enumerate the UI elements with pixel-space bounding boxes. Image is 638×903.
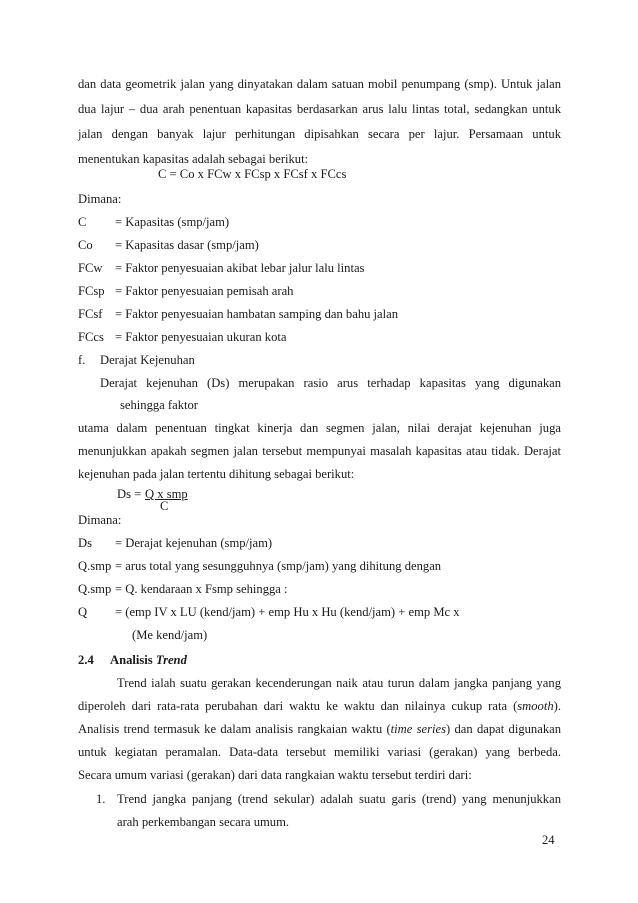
dimana-label: Dimana: [78,513,122,527]
paragraph-line: kejenuhan pada jalan tertentu dihitung sebagai berikut: [78,467,355,481]
paragraph-line: sehingga faktor [120,398,198,412]
section-title-italic: Trend [155,653,187,667]
text-run-italic: time series [390,722,447,736]
definition-symbol: Ds [78,536,92,550]
list-item-line: Trend jangka panjang (trend sekular) adalah suatu garis (trend) yang menunjukkan [117,792,561,806]
text-run: Analisis trend termasuk ke dalam analisis rangkaian waktu ( [78,722,391,736]
paragraph-line: untuk kegiatan peramalan. Data-data tersebut memiliki variasi (gerakan) yang berbeda. [78,745,561,759]
text-run: diperoleh dari rata-rata perubahan dari waktu ke waktu dan nilainya cukup rata ( [78,699,518,713]
definition-text-continued: (Me kend/jam) [132,628,208,642]
formula-numerator: Q x smp [145,487,188,501]
list-item-line: arah perkembangan secara umum. [117,815,290,829]
paragraph-line: menunjukkan apakah segmen jalan tersebut mempunyai masalah kapasitas atau tidak. Derajat [78,444,561,458]
definition-text: = Faktor penyesuaian hambatan samping dan bahu jalan [115,307,399,321]
text-run-italic: smooth [517,699,554,713]
paragraph-line [78,698,561,714]
list-marker: f. [78,353,86,367]
definition-symbol: FCcs [78,330,104,344]
definition-text: = Kapasitas dasar (smp/jam) [115,238,259,252]
paragraph-line: utama dalam penentuan tingkat kinerja dan segmen jalan, nilai derajat kejenuhan juga [78,421,561,435]
definition-text: = Faktor penyesuaian ukuran kota [115,330,287,344]
paragraph-line: jalan dengan banyak lajur perhitungan dipisahkan secara per lajur. Persamaan untuk [78,127,561,141]
page-number: 24 [542,833,555,847]
definition-text: = Kapasitas (smp/jam) [115,215,230,229]
paragraph-line: dua lajur – dua arah penentuan kapasitas berdasarkan arus lalu lintas total, sedangkan untuk [78,102,561,116]
definition-symbol: Q [78,605,88,619]
list-number: 1. [96,792,106,806]
section-number: 2.4 [78,653,94,667]
dimana-label: Dimana: [78,192,122,206]
section-title [110,652,187,668]
subsection-title: Derajat Kejenuhan [100,353,195,367]
capacity-formula: C = Co x FCw x FCsp x FCsf x FCcs [158,167,347,181]
definition-text: = Faktor penyesuaian akibat lebar jalur lalu lintas [115,261,365,275]
section-title-text: Analisis [110,653,156,667]
paragraph-line: Derajat kejenuhan (Ds) merupakan rasio arus terhadap kapasitas yang digunakan [100,376,561,390]
definition-text: = Derajat kejenuhan (smp/jam) [115,536,273,550]
paragraph-line: Trend ialah suatu gerakan kecenderungan naik atau turun dalam jangka panjang yang [117,676,561,690]
definition-text: = Faktor penyesuaian pemisah arah [115,284,294,298]
definition-text: = Q. kendaraan x Fsmp sehingga : [115,582,288,596]
definition-symbol: Q.smp [78,559,112,573]
text-run: ). [553,699,561,713]
definition-text: = arus total yang sesungguhnya (smp/jam) yang dihitung dengan [115,559,442,573]
definition-symbol: Q.smp [78,582,112,596]
text-run: ) dan dapat digunakan [446,722,561,736]
paragraph-line: dan data geometrik jalan yang dinyatakan dalam satuan mobil penumpang (smp). Untuk jalan [78,77,561,91]
formula-lhs: Ds = [117,487,142,501]
paragraph-line: menentukan kapasitas adalah sebagai berikut: [78,152,309,166]
paragraph-line: Secara umum variasi (gerakan) dari data rangkaian waktu tersebut terdiri dari: [78,768,472,782]
definition-symbol: FCsf [78,307,103,321]
paragraph-line [78,721,561,737]
definition-symbol: FCsp [78,284,105,298]
formula-denominator: C [160,499,169,513]
definition-symbol: C [78,215,87,229]
definition-symbol: FCw [78,261,103,275]
definition-symbol: Co [78,238,93,252]
definition-text: = (emp IV x LU (kend/jam) + emp Hu x Hu (kend/jam) + emp Mc x [115,605,460,619]
